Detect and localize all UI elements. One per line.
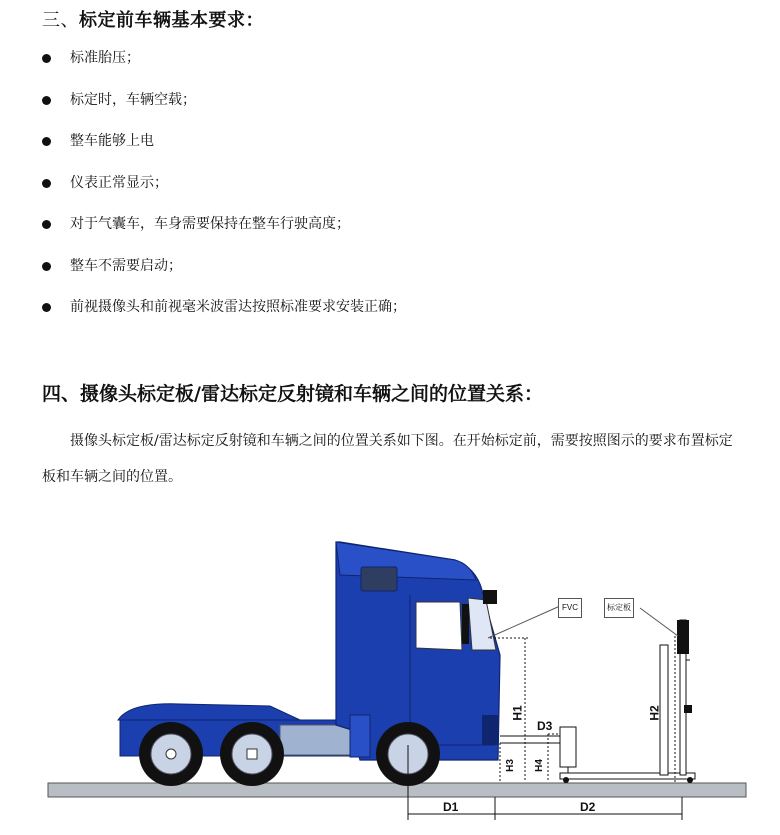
list-item bbox=[42, 214, 406, 256]
section-3-heading: 标定前车辆基本要求： bbox=[79, 10, 264, 31]
d1-label: D1 bbox=[443, 800, 459, 814]
truck-diagram-illustration bbox=[0, 520, 780, 835]
list-item bbox=[42, 256, 406, 298]
bullet-icon bbox=[42, 220, 51, 229]
bullet-icon bbox=[42, 262, 51, 271]
requirement-text: 标定时，车辆空载； bbox=[70, 91, 196, 108]
h3-label: H3 bbox=[504, 759, 516, 772]
fvc-tag: FVC bbox=[558, 598, 582, 618]
h1-label: H1 bbox=[510, 705, 525, 721]
h2-label: H2 bbox=[647, 705, 662, 721]
bullet-icon bbox=[42, 96, 51, 105]
ground-platform bbox=[48, 783, 746, 797]
section-3-number: 三、 bbox=[42, 10, 79, 31]
paragraph-text: 摄像头标定板/雷达标定反射镜和车辆之间的位置关系如下图。在开始标定前，需要按照图示的要求布置标定板和车辆之间的位置。 bbox=[42, 433, 733, 485]
list-item bbox=[42, 131, 406, 173]
list-item bbox=[42, 48, 406, 90]
d2-label: D2 bbox=[580, 800, 596, 814]
requirement-text: 整车能够上电 bbox=[70, 133, 154, 149]
list-item bbox=[42, 90, 406, 132]
bullet-icon bbox=[42, 179, 51, 188]
section-4-title: 四、摄像头标定板/雷达标定反射镜和车辆之间的位置关系： bbox=[42, 383, 543, 405]
section-4-paragraph bbox=[42, 423, 742, 495]
bullet-icon bbox=[42, 303, 51, 312]
requirement-text: 整车不需要启动； bbox=[70, 257, 182, 274]
requirement-text: 前视摄像头和前视毫米波雷达按照标准要求安装正确； bbox=[70, 299, 406, 315]
section-3-title bbox=[42, 6, 264, 32]
requirements-list bbox=[42, 48, 406, 339]
calibration-layout-figure bbox=[0, 520, 780, 835]
requirement-text: 仪表正常显示； bbox=[70, 174, 168, 191]
calibration-board-tag: 标定板 bbox=[604, 598, 634, 618]
d3-label: D3 bbox=[537, 719, 553, 733]
requirement-text: 标准胎压； bbox=[70, 50, 140, 66]
list-item bbox=[42, 173, 406, 215]
rear-wheel-1 bbox=[139, 722, 203, 786]
bullet-icon bbox=[42, 54, 51, 63]
requirement-text: 对于气囊车，车身需要保持在整车行驶高度； bbox=[70, 216, 350, 232]
rear-wheel-2 bbox=[220, 722, 284, 786]
list-item bbox=[42, 297, 406, 339]
bullet-icon bbox=[42, 137, 51, 146]
h4-label: H4 bbox=[533, 759, 545, 772]
